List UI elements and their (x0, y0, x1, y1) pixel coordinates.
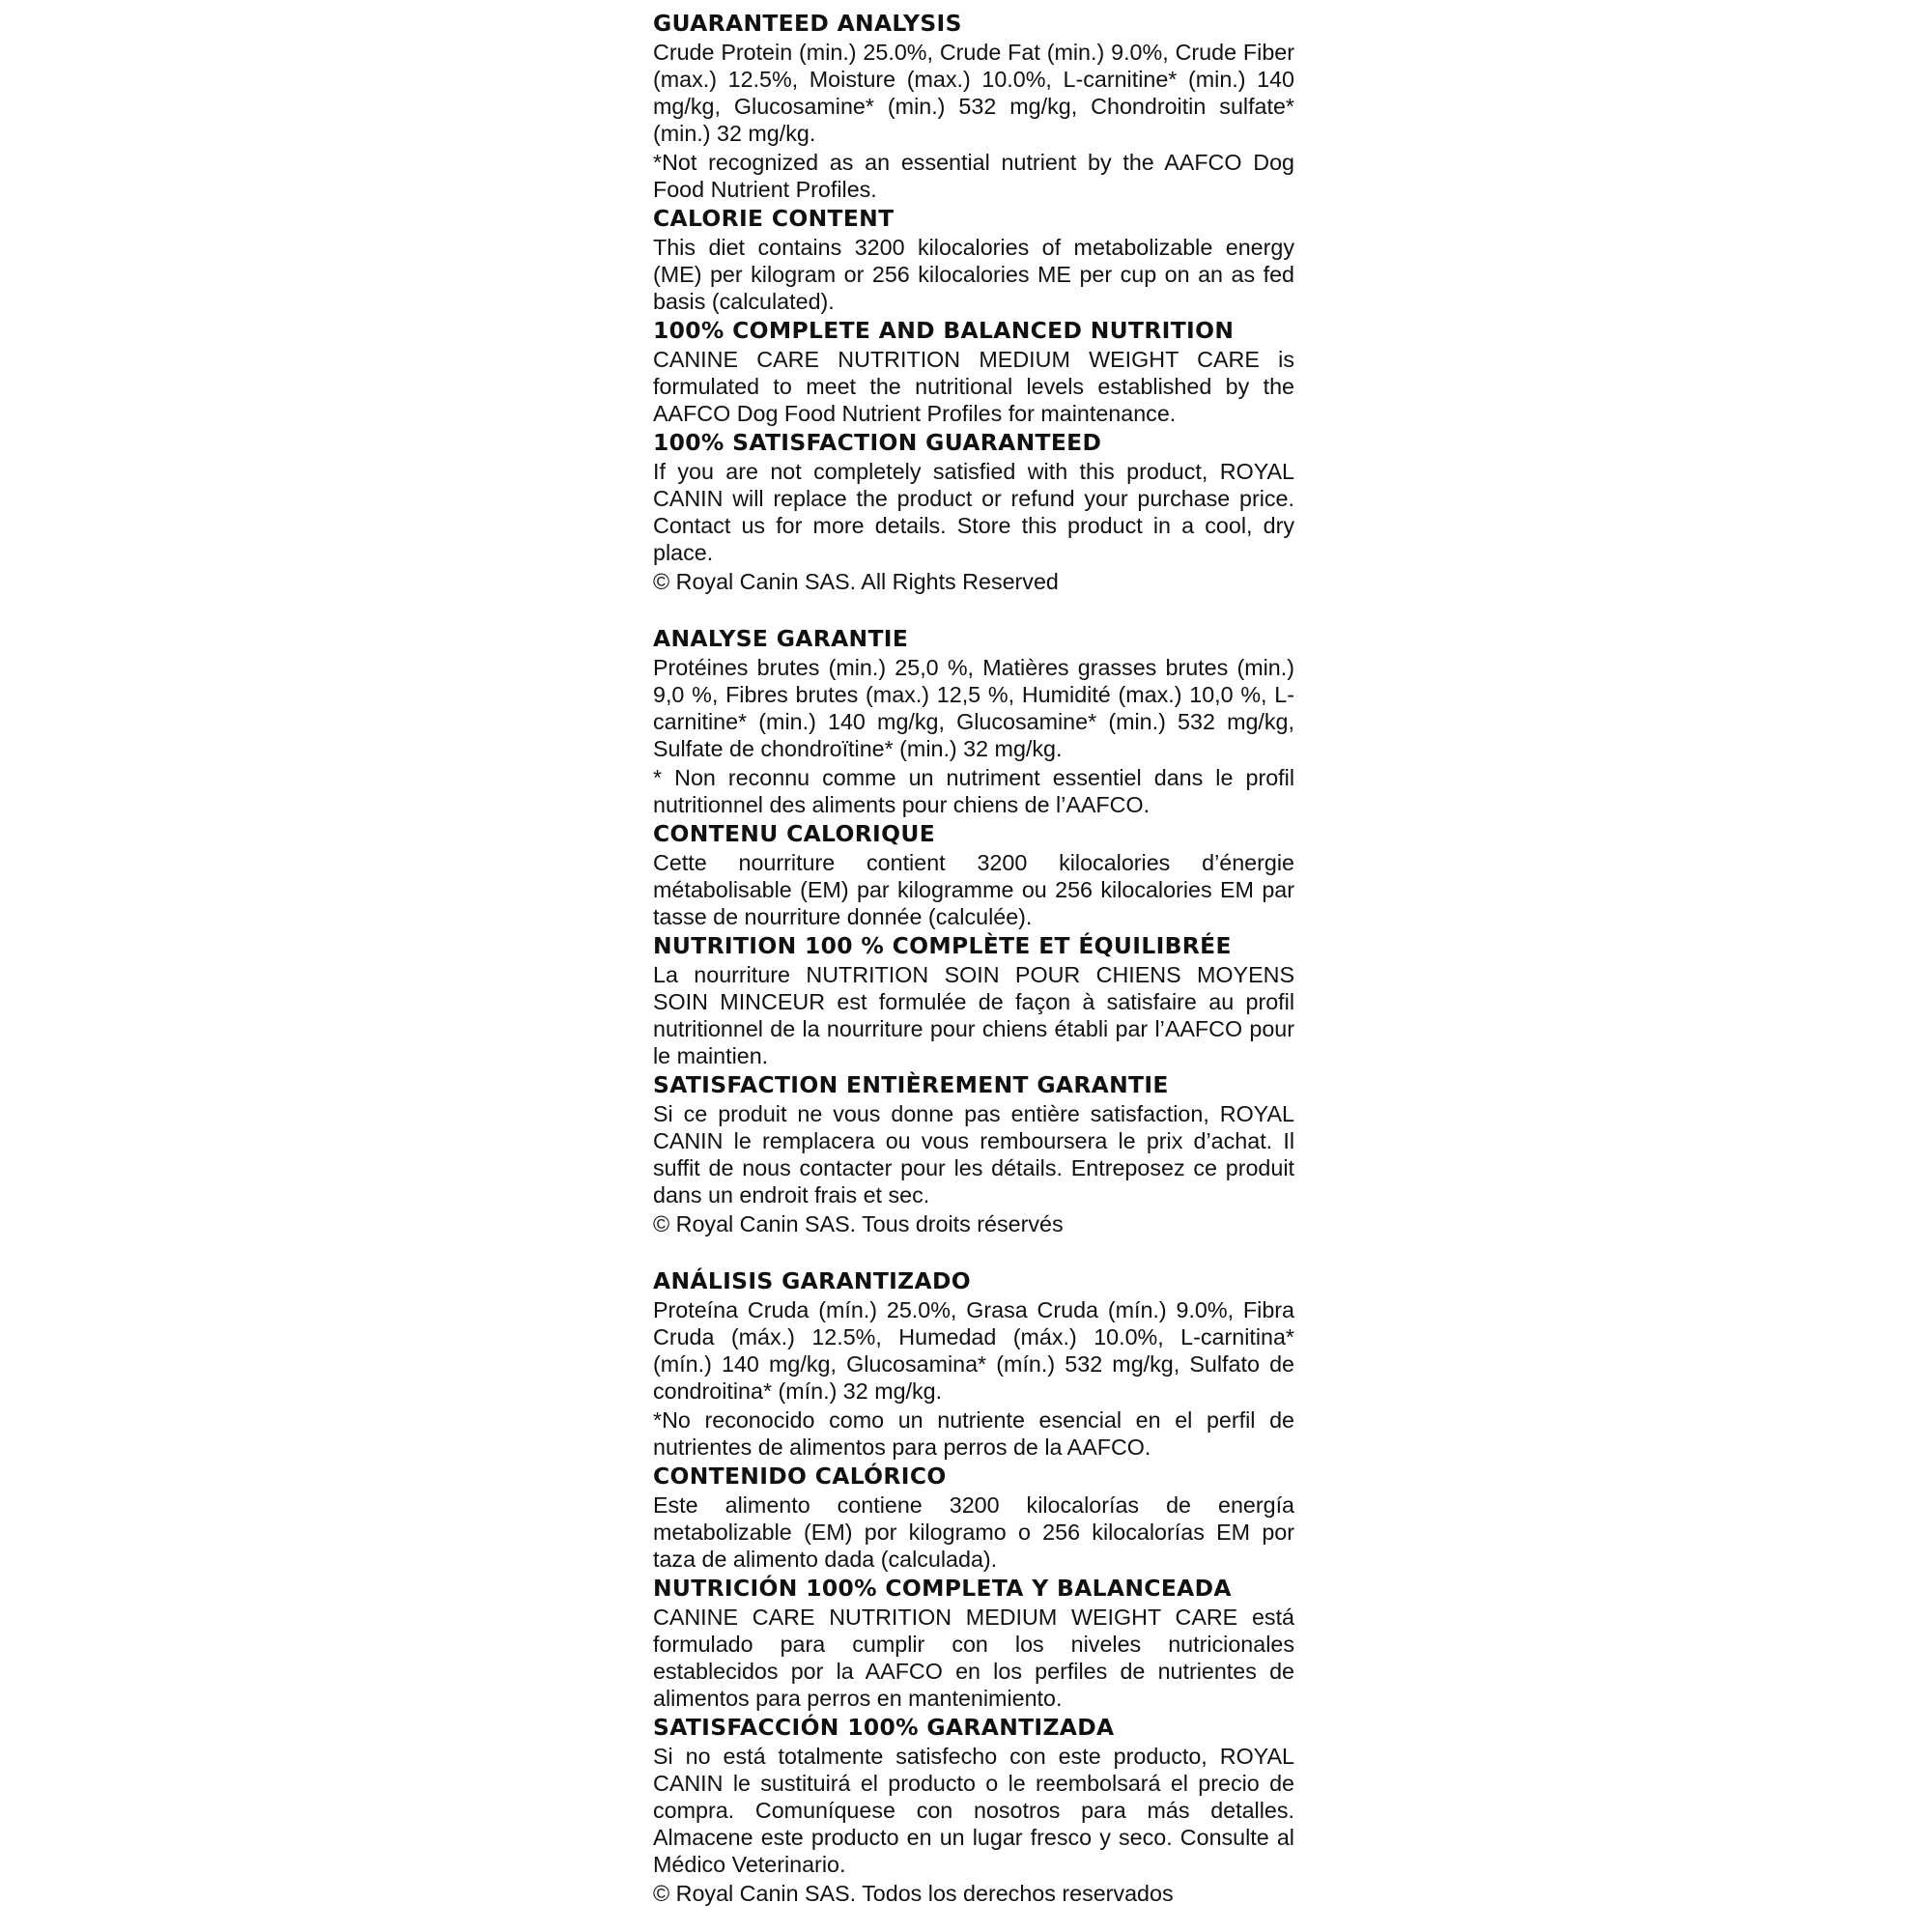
complete-nutrition-heading: NUTRITION 100 % COMPLÈTE ET ÉQUILIBRÉE (653, 932, 1232, 959)
satisfaction-text: If you are not completely satisfied with this product, ROYAL CANIN will replace the product or refund your purchase price. Contact us for more details. Store this product in a cool, dry place. (653, 459, 1294, 565)
product-label-text (653, 10, 1294, 1907)
guaranteed-analysis-heading: GUARANTEED ANALYSIS (653, 10, 962, 37)
spanish-section (653, 1267, 1294, 1907)
copyright-notice: © Royal Canin SAS. Tous droits réservés (653, 1211, 1064, 1236)
calorie-content-heading: CALORIE CONTENT (653, 205, 895, 232)
guaranteed-analysis-text: Crude Protein (min.) 25.0%, Crude Fat (min.) 9.0%, Crude Fiber (max.) 12.5%, Moisture (max.) 10.0%, L-carnitine* (min.) 140 mg/kg, Glucosamine* (min.) 532 mg/kg, Chondroitin sulfate* (min.) 32 mg/kg. (653, 40, 1294, 146)
guaranteed-analysis-text: Protéines brutes (min.) 25,0 %, Matières grasses brutes (min.) 9,0 %, Fibres brutes (max.) 12,5 %, Humidité (max.) 10,0 %, L-carnitine* (min.) 140 mg/kg, Glucosamine* (min.) 532 mg/kg, Sulfate de chondroïtine* (min.) 32 mg/kg. (653, 655, 1294, 761)
calorie-content-heading: CONTENU CALORIQUE (653, 820, 936, 847)
satisfaction-text: Si ce produit ne vous donne pas entière satisfaction, ROYAL CANIN le remplacera ou vous remboursera le prix d’achat. Il suffit de nous contacter pour les détails. Entreposez ce produit dans un endroit frais et sec. (653, 1101, 1294, 1208)
complete-nutrition-text: CANINE CARE NUTRITION MEDIUM WEIGHT CARE is formulated to meet the nutritional levels established by the AAFCO Dog Food Nutrient Profiles for maintenance. (653, 347, 1294, 426)
english-section (653, 10, 1294, 595)
guaranteed-analysis-note: *Not recognized as an essential nutrient by the AAFCO Dog Food Nutrient Profiles. (653, 150, 1294, 202)
guaranteed-analysis-text: Proteína Cruda (mín.) 25.0%, Grasa Cruda (mín.) 9.0%, Fibra Cruda (máx.) 12.5%, Humedad (máx.) 10.0%, L-carnitina* (mín.) 140 mg/kg, Glucosamina* (mín.) 532 mg/kg, Sulfato de condroitina* (mín.) 32 mg/kg. (653, 1297, 1294, 1404)
satisfaction-text: Si no está totalmente satisfecho con este producto, ROYAL CANIN le sustituirá el producto o le reembolsará el precio de compra. Comuníquese con nosotros para más detalles. Almacene este producto en un lugar fresco y seco. Consulte al Médico Veterinario. (653, 1744, 1294, 1877)
copyright-notice: © Royal Canin SAS. All Rights Reserved (653, 569, 1059, 594)
guaranteed-analysis-heading: ANÁLISIS GARANTIZADO (653, 1267, 971, 1294)
copyright-notice: © Royal Canin SAS. Todos los derechos reservados (653, 1881, 1174, 1906)
calorie-content-text: Este alimento contiene 3200 kilocalorías de energía metabolizable (EM) por kilogramo o 256 kilocalorías EM por taza de alimento dada (calculada). (653, 1492, 1294, 1572)
complete-nutrition-heading: NUTRICIÓN 100% COMPLETA Y BALANCEADA (653, 1575, 1232, 1602)
guaranteed-analysis-note: * Non reconnu comme un nutriment essentiel dans le profil nutritionnel des aliments pour chiens de l’AAFCO. (653, 765, 1294, 817)
calorie-content-text: This diet contains 3200 kilocalories of metabolizable energy (ME) per kilogram or 256 kilocalories ME per cup on an as fed basis (calculated). (653, 235, 1294, 314)
satisfaction-heading: SATISFACTION ENTIÈREMENT GARANTIE (653, 1071, 1169, 1098)
calorie-content-heading: CONTENIDO CALÓRICO (653, 1463, 947, 1490)
french-section (653, 625, 1294, 1237)
calorie-content-text: Cette nourriture contient 3200 kilocalories d’énergie métabolisable (EM) par kilogramme ou 256 kilocalories EM par tasse de nourriture donnée (calculée). (653, 850, 1294, 929)
guaranteed-analysis-note: *No reconocido como un nutriente esencial en el perfil de nutrientes de alimentos para perros de la AAFCO. (653, 1407, 1294, 1460)
guaranteed-analysis-heading: ANALYSE GARANTIE (653, 625, 909, 652)
complete-nutrition-text: La nourriture NUTRITION SOIN POUR CHIENS MOYENS SOIN MINCEUR est formulée de façon à satisfaire au profil nutritionnel de la nourriture pour chiens établi par l’AAFCO pour le maintien. (653, 962, 1294, 1068)
satisfaction-heading: SATISFACCIÓN 100% GARANTIZADA (653, 1714, 1115, 1741)
complete-nutrition-heading: 100% COMPLETE AND BALANCED NUTRITION (653, 317, 1235, 344)
complete-nutrition-text: CANINE CARE NUTRITION MEDIUM WEIGHT CARE está formulado para cumplir con los niveles nutricionales establecidos por la AAFCO en los perfiles de nutrientes de alimentos para perros en mantenimiento. (653, 1605, 1294, 1711)
satisfaction-heading: 100% SATISFACTION GUARANTEED (653, 429, 1102, 456)
